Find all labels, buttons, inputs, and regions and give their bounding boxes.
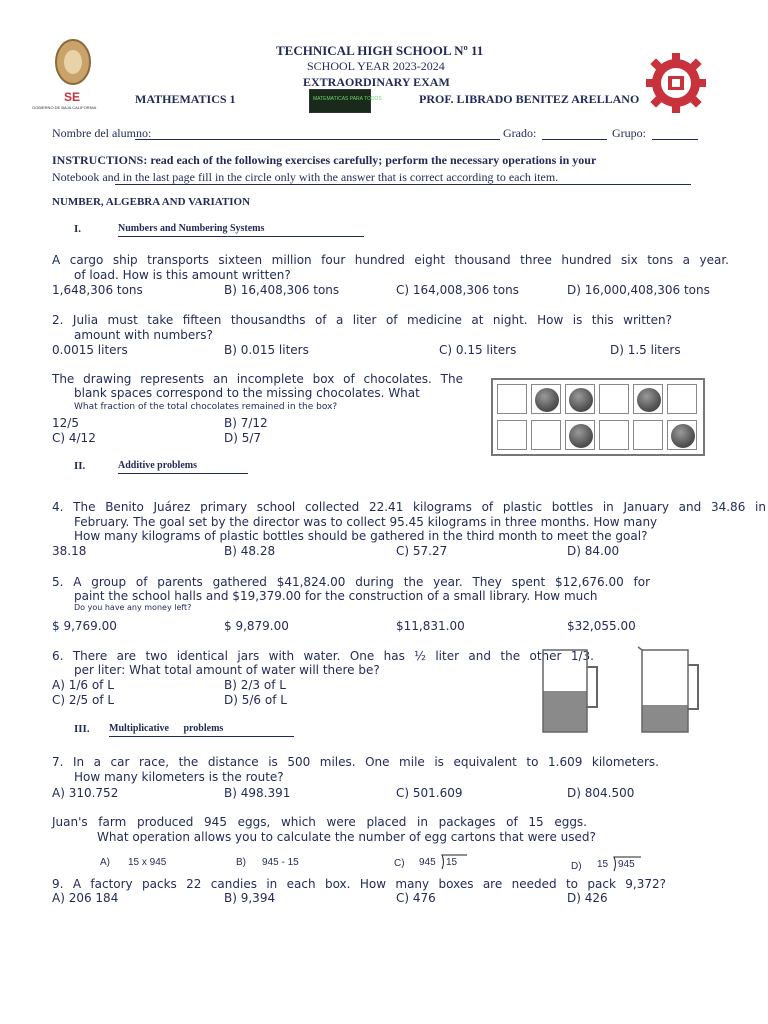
chocolate-icon <box>535 388 559 412</box>
q7-option-d[interactable]: D) 804.500 <box>567 786 635 800</box>
q8-option-b-label[interactable]: B) <box>236 857 246 868</box>
q3-line-3: What fraction of the total chocolates remained in the box? <box>74 402 338 412</box>
chocolate-box-cell <box>667 384 697 414</box>
q4-option-d[interactable]: D) 84.00 <box>567 544 620 558</box>
q1-option-a[interactable]: 1,648,306 tons <box>52 283 143 297</box>
q5-line-1: 5. A group of parents gathered $41,824.00 during the year. They spent $12,676.00 for <box>52 575 650 589</box>
chocolate-icon <box>637 388 661 412</box>
q6-line-2: per liter: What total amount of water will there be? <box>74 663 380 677</box>
q5-option-c[interactable]: $11,831.00 <box>396 619 465 633</box>
q6-option-d[interactable]: D) 5/6 of L <box>224 693 287 707</box>
q8-option-d-dividend[interactable]: 945 <box>618 859 635 870</box>
q1-line-2: of load. How is this amount written? <box>74 268 291 282</box>
group-label: Grupo: <box>612 126 646 140</box>
q5-option-a[interactable]: $ 9,769.00 <box>52 619 117 633</box>
q8-option-b-op[interactable]: 945 - 15 <box>262 857 299 868</box>
subsection-2-number: II. <box>74 460 86 472</box>
school-year: SCHOOL YEAR 2023-2024 <box>307 59 445 73</box>
chocolate-icon <box>569 388 593 412</box>
q4-line-2: February. The goal set by the director was to collect 95.45 kilograms in three months. How many <box>74 515 658 529</box>
right-logo <box>642 52 710 114</box>
chocolate-box-cell <box>531 420 561 450</box>
exam-type: EXTRAORDINARY EXAM <box>303 75 450 89</box>
subsection-2-title: Additive problems <box>118 460 197 471</box>
q5-line-2: paint the school halls and $19,379.00 for the construction of a small library. How much <box>74 589 598 603</box>
q9-line-1: 9. A factory packs 22 candies in each box. How many boxes are needed to pack 9,372? <box>52 877 666 891</box>
instructions-line-2: Notebook and in the last page fill in the circle only with the answer that is correct according to each item. <box>52 170 559 184</box>
q7-line-1: 7. In a car race, the distance is 500 miles. One mile is equivalent to 1.609 kilometers. <box>52 755 659 769</box>
q4-line-3: How many kilograms of plastic bottles should be gathered in the third month to meet the goal? <box>74 529 648 543</box>
chocolate-box-cell <box>497 420 527 450</box>
q8-option-a-op[interactable]: 15 x 945 <box>128 857 167 868</box>
se-logo-subtitle: GOBIERNO DE BAJA CALIFORNIA <box>32 105 97 110</box>
chocolate-box-cell <box>599 384 629 414</box>
q7-option-a[interactable]: A) 310.752 <box>52 786 119 800</box>
q6-option-a[interactable]: A) 1/6 of L <box>52 678 114 692</box>
q7-line-2: How many kilometers is the route? <box>74 770 284 784</box>
q8-option-d-divisor[interactable]: 15 <box>597 859 609 870</box>
q4-option-c[interactable]: C) 57.27 <box>396 544 448 558</box>
q8-option-c-dividend[interactable]: 945 <box>419 857 436 868</box>
q3-option-b[interactable]: B) 7/12 <box>224 416 268 430</box>
subsection-3-number: III. <box>74 723 90 735</box>
q9-option-a[interactable]: A) 206 184 <box>52 891 119 905</box>
instructions-line-1: INSTRUCTIONS: read each of the following exercises carefully; perform the necessary operations in your <box>52 153 597 167</box>
q2-option-b[interactable]: B) 0.015 liters <box>224 343 309 357</box>
water-jars-illustration <box>538 645 718 735</box>
q4-option-b[interactable]: B) 48.28 <box>224 544 276 558</box>
chocolate-box-cell <box>531 384 561 414</box>
chocolate-box <box>491 378 705 456</box>
chocolate-box-cell <box>599 420 629 450</box>
q8-option-c-divisor[interactable]: 15 <box>446 857 458 868</box>
q9-option-b[interactable]: B) 9,394 <box>224 891 276 905</box>
q4-line-1: 4. The Benito Juárez primary school collected 22.41 kilograms of plastic bottles in January and 34.86 in <box>52 500 766 514</box>
q8-line-2: What operation allows you to calculate the number of egg cartons that were used? <box>97 830 596 844</box>
jar-third-liter-icon <box>638 647 698 732</box>
q4-option-a[interactable]: 38.18 <box>52 544 87 558</box>
q2-line-2: amount with numbers? <box>74 328 213 342</box>
school-name: TECHNICAL HIGH SCHOOL Nº 11 <box>276 43 484 58</box>
chocolate-box-cell <box>565 420 595 450</box>
teacher-name: PROF. LIBRADO BENITEZ ARELLANO <box>419 92 640 106</box>
chocolate-box-cell <box>633 384 663 414</box>
subject-title: MATHEMATICS 1 <box>135 92 236 106</box>
q9-option-c[interactable]: C) 476 <box>396 891 436 905</box>
chocolate-box-cell <box>565 384 595 414</box>
subsection-1-title: Numbers and Numbering Systems <box>118 223 265 234</box>
q8-option-c-division-bracket <box>440 854 468 870</box>
subsection-3-title: Multiplicative problems <box>109 723 224 734</box>
section-title: NUMBER, ALGEBRA AND VARIATION <box>52 196 251 208</box>
student-name-label: Nombre del alumno: <box>52 126 152 140</box>
q3-option-a[interactable]: 12/5 <box>52 416 79 430</box>
q7-option-b[interactable]: B) 498.391 <box>224 786 291 800</box>
subsection-1-number: I. <box>74 223 82 235</box>
q8-option-a-label[interactable]: A) <box>100 857 110 868</box>
q5-option-d[interactable]: $32,055.00 <box>567 619 636 633</box>
subsection-1-underline <box>118 236 364 237</box>
q1-line-1: A cargo ship transports sixteen million four hundred eight thousand three hundred six tons a year. <box>52 253 729 267</box>
left-logo <box>30 36 116 112</box>
center-logo <box>309 89 382 113</box>
jar-half-liter-icon <box>543 650 597 732</box>
se-logo-text: SE <box>64 90 81 104</box>
q5-option-b[interactable]: $ 9,879.00 <box>224 619 289 633</box>
center-logo-text: MATEMATICAS PARA TODOS <box>313 96 382 102</box>
q8-option-d-label[interactable]: D) <box>571 861 582 872</box>
subsection-2-underline <box>118 473 248 474</box>
grade-label: Grado: <box>503 126 537 140</box>
q6-option-b[interactable]: B) 2/3 of L <box>224 678 286 692</box>
chocolate-icon <box>569 424 593 448</box>
chocolate-box-cell <box>633 420 663 450</box>
q2-option-c[interactable]: C) 0.15 liters <box>439 343 517 357</box>
q2-option-a[interactable]: 0.0015 liters <box>52 343 128 357</box>
q3-line-1: The drawing represents an incomplete box of chocolates. The <box>52 372 463 386</box>
q8-option-c-label[interactable]: C) <box>394 858 405 869</box>
gear-icon <box>642 52 710 114</box>
q2-option-d[interactable]: D) 1.5 liters <box>610 343 681 357</box>
q6-option-c[interactable]: C) 2/5 of L <box>52 693 115 707</box>
q8-line-1: Juan's farm produced 945 eggs, which were placed in packages of 15 eggs. <box>52 815 587 829</box>
q1-option-d[interactable]: D) 16,000,408,306 tons <box>567 283 710 297</box>
q7-option-c[interactable]: C) 501.609 <box>396 786 463 800</box>
q9-option-d[interactable]: D) 426 <box>567 891 608 905</box>
subsection-3-underline <box>109 736 294 737</box>
chocolate-box-cell <box>667 420 697 450</box>
q8-option-d-division-bracket <box>612 856 642 872</box>
group-field[interactable] <box>652 139 698 140</box>
q3-option-c[interactable]: C) 4/12 <box>52 431 96 445</box>
chocolate-icon <box>671 424 695 448</box>
q1-option-b[interactable]: B) 16,408,306 tons <box>224 283 340 297</box>
q2-line-1: 2. Julia must take fifteen thousandths of a liter of medicine at night. How is this written? <box>52 313 672 327</box>
q1-option-c[interactable]: C) 164,008,306 tons <box>396 283 519 297</box>
q3-line-2: blank spaces correspond to the missing chocolates. What <box>74 386 420 400</box>
grade-field[interactable] <box>542 139 607 140</box>
q6-line-1: 6. There are two identical jars with water. One has ½ liter and the other 1/3. <box>52 649 594 663</box>
q5-line-3: Do you have any money left? <box>74 603 192 612</box>
student-name-field[interactable] <box>135 139 500 140</box>
instructions-underline <box>115 184 691 185</box>
chocolate-box-cell <box>497 384 527 414</box>
q3-option-d[interactable]: D) 5/7 <box>224 431 262 445</box>
